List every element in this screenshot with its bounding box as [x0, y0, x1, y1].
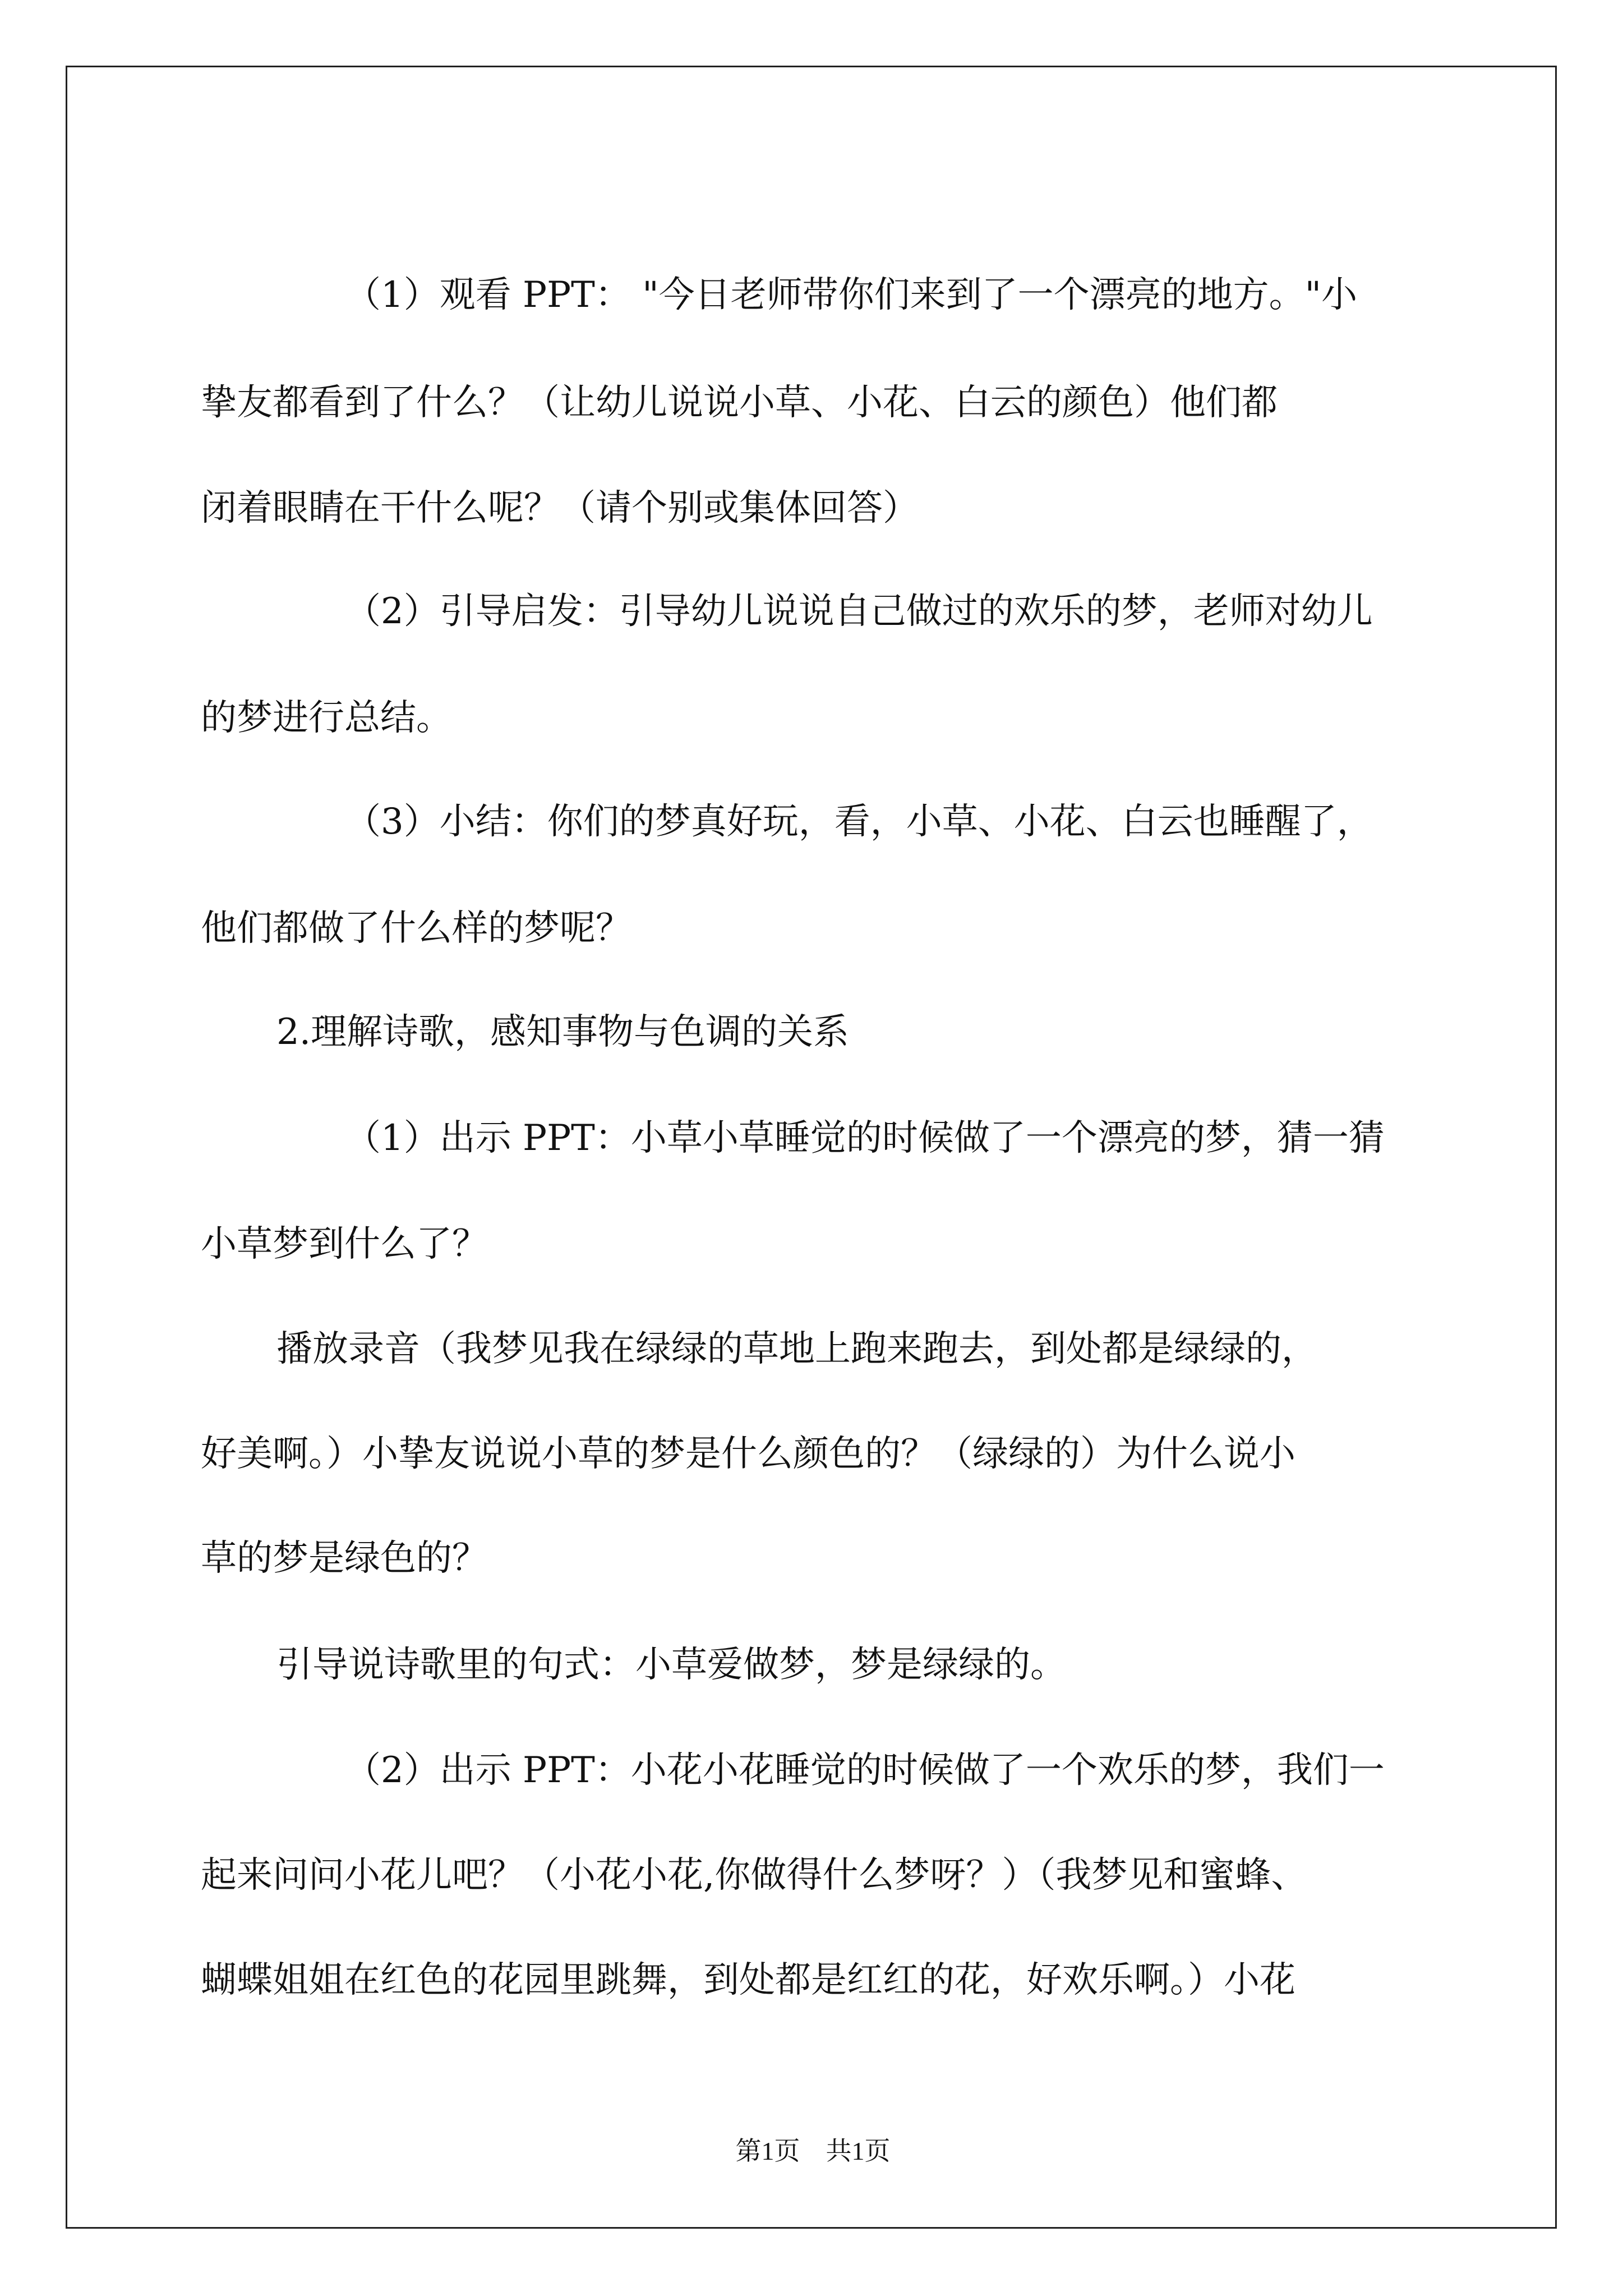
document-page	[66, 66, 1557, 2229]
section-heading: 2.理解诗歌，感知事物与色调的关系	[276, 1011, 850, 1053]
text-line: （1）观看 PPT： "今日老师带你们来到了一个漂亮的地方。"小	[345, 274, 1358, 316]
text-line: 引导说诗歌里的句式：小草爱做梦，梦是绿绿的。	[276, 1644, 1066, 1686]
text-line: 闭着眼睛在干什么呢？（请个别或集体回答）	[201, 487, 919, 529]
text-line: 播放录音（我梦见我在绿绿的草地上跑来跑去，到处都是绿绿的，	[276, 1328, 1317, 1370]
text-line: 好美啊。）小挚友说说小草的梦是什么颜色的？（绿绿的）为什么说小	[201, 1433, 1295, 1475]
text-line: （3）小结：你们的梦真好玩，看，小草、小花、白云也睡醒了，	[345, 801, 1373, 843]
text-line: （2）引导启发：引导幼儿说说自己做过的欢乐的梦，老师对幼儿	[345, 591, 1373, 632]
text-line: 他们都做了什么样的梦呢？	[201, 908, 631, 949]
text-line: 的梦进行总结。	[201, 697, 452, 739]
page-footer: 第1页 共1页	[735, 2137, 891, 2165]
text-line: 起来问问小花儿吧？（小花小花,你做得什么梦呀？）（我梦见和蜜蜂、	[201, 1855, 1307, 1896]
text-line: 挚友都看到了什么？（让幼儿说说小草、小花、白云的颜色）他们都	[201, 382, 1278, 424]
text-line: 草的梦是绿色的？	[201, 1538, 488, 1579]
text-line: （1）出示 PPT：小草小草睡觉的时候做了一个漂亮的梦，猜一猜	[345, 1117, 1385, 1159]
text-line: 蝴蝶姐姐在红色的花园里跳舞，到处都是红红的花，好欢乐啊。）小花	[201, 1959, 1295, 2001]
text-line: 小草梦到什么了？	[201, 1223, 488, 1265]
text-line: （2）出示 PPT：小花小花睡觉的时候做了一个欢乐的梦，我们一	[345, 1750, 1385, 1791]
